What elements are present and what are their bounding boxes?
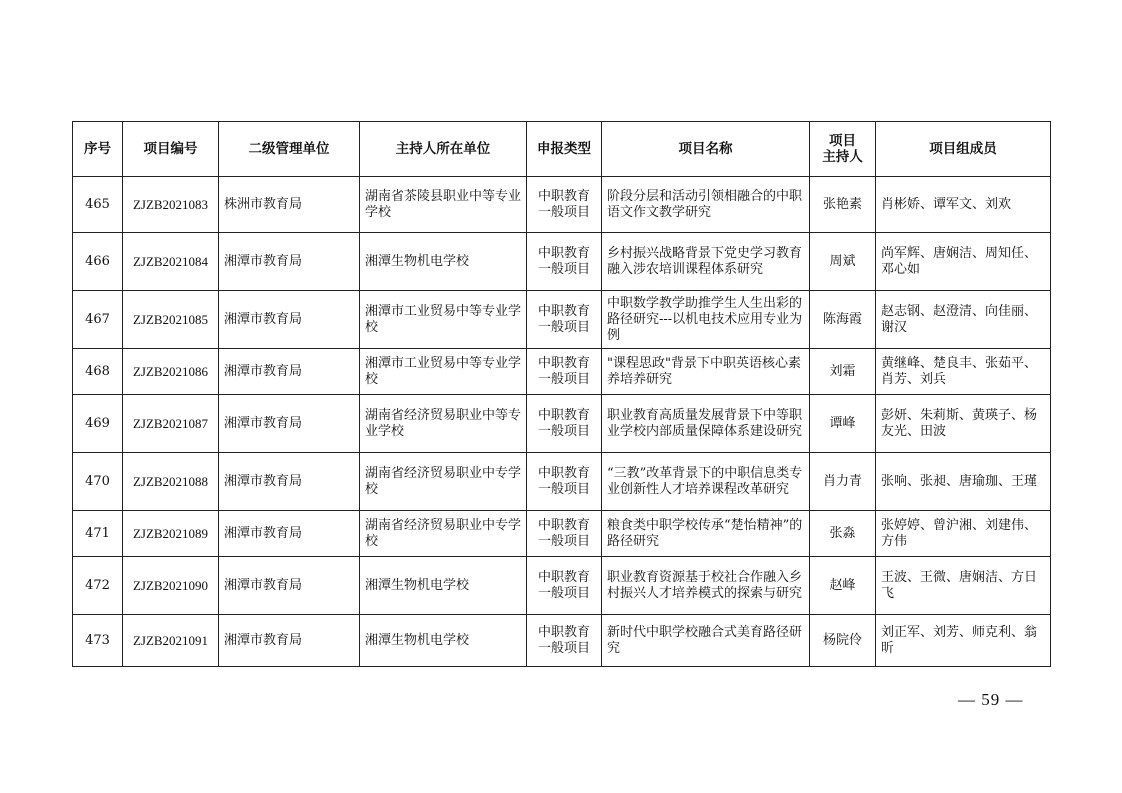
cell-seq: 467 xyxy=(73,291,123,349)
table-row xyxy=(73,557,1051,615)
cell-unit: 株洲市教育局 xyxy=(219,177,360,233)
cell-code: ZJZB2021089 xyxy=(123,511,219,557)
table-header-row xyxy=(73,122,1051,177)
cell-members: 彭妍、朱莉斯、黄瑛子、杨友光、田波 xyxy=(876,395,1051,453)
cell-unit: 湘潭市教育局 xyxy=(219,291,360,349)
header-unit: 二级管理单位 xyxy=(219,122,360,177)
cell-unit: 湘潭市教育局 xyxy=(219,453,360,511)
cell-code: ZJZB2021083 xyxy=(123,177,219,233)
cell-org: 湘潭生物机电学校 xyxy=(360,557,527,615)
cell-seq: 470 xyxy=(73,453,123,511)
cell-unit: 湘潭市教育局 xyxy=(219,395,360,453)
header-seq: 序号 xyxy=(73,122,123,177)
cell-code: ZJZB2021085 xyxy=(123,291,219,349)
cell-code: ZJZB2021091 xyxy=(123,615,219,667)
cell-unit: 湘潭市教育局 xyxy=(219,349,360,395)
cell-host: 张艳素 xyxy=(810,177,876,233)
cell-name: 中职数学教学助推学生人生出彩的路径研究---以机电技术应用专业为例 xyxy=(602,291,810,349)
cell-org: 湘潭生物机电学校 xyxy=(360,233,527,291)
cell-members: 赵志钢、赵澄清、向佳丽、谢汉 xyxy=(876,291,1051,349)
table-row xyxy=(73,349,1051,395)
cell-name: 乡村振兴战略背景下党史学习教育融入涉农培训课程体系研究 xyxy=(602,233,810,291)
table-row xyxy=(73,453,1051,511)
cell-org: 湘潭市工业贸易中等专业学校 xyxy=(360,349,527,395)
cell-name: 粮食类中职学校传承“楚怡精神”的路径研究 xyxy=(602,511,810,557)
cell-members: 肖彬娇、谭军文、刘欢 xyxy=(876,177,1051,233)
cell-type: 中职教育一般项目 xyxy=(527,557,602,615)
project-table xyxy=(72,121,1051,667)
page-number: — 59 — xyxy=(958,690,1024,709)
cell-type: 中职教育一般项目 xyxy=(527,453,602,511)
cell-type: 中职教育一般项目 xyxy=(527,233,602,291)
cell-seq: 473 xyxy=(73,615,123,667)
cell-unit: 湘潭市教育局 xyxy=(219,557,360,615)
cell-type: 中职教育一般项目 xyxy=(527,349,602,395)
cell-host: 张淼 xyxy=(810,511,876,557)
cell-seq: 466 xyxy=(73,233,123,291)
cell-type: 中职教育一般项目 xyxy=(527,615,602,667)
cell-name: 阶段分层和活动引领相融合的中职语文作文教学研究 xyxy=(602,177,810,233)
cell-unit: 湘潭市教育局 xyxy=(219,511,360,557)
cell-name: “三教”改革背景下的中职信息类专业创新性人才培养课程改革研究 xyxy=(602,453,810,511)
table-row xyxy=(73,511,1051,557)
cell-host: 赵峰 xyxy=(810,557,876,615)
cell-code: ZJZB2021087 xyxy=(123,395,219,453)
header-host-line2: 主持人 xyxy=(822,149,863,165)
cell-code: ZJZB2021086 xyxy=(123,349,219,395)
cell-unit: 湘潭市教育局 xyxy=(219,615,360,667)
cell-org: 湘潭市工业贸易中等专业学校 xyxy=(360,291,527,349)
cell-host: 杨院伶 xyxy=(810,615,876,667)
cell-seq: 468 xyxy=(73,349,123,395)
cell-name: 职业教育高质量发展背景下中等职业学校内部质量保障体系建设研究 xyxy=(602,395,810,453)
cell-host: 周斌 xyxy=(810,233,876,291)
cell-host: 刘霜 xyxy=(810,349,876,395)
cell-host: 谭峰 xyxy=(810,395,876,453)
cell-host: 陈海霞 xyxy=(810,291,876,349)
cell-name: 职业教育资源基于校社合作融入乡村振兴人才培养模式的探索与研究 xyxy=(602,557,810,615)
table-row xyxy=(73,395,1051,453)
cell-members: 王波、王微、唐娴洁、方日飞 xyxy=(876,557,1051,615)
table-row xyxy=(73,291,1051,349)
cell-members: 尚军辉、唐娴洁、周知任、邓心如 xyxy=(876,233,1051,291)
cell-members: 张响、张昶、唐瑜珈、王瑾 xyxy=(876,453,1051,511)
cell-org: 湖南省经济贸易职业中专学校 xyxy=(360,453,527,511)
cell-type: 中职教育一般项目 xyxy=(527,395,602,453)
cell-seq: 472 xyxy=(73,557,123,615)
cell-name: "课程思政"背景下中职英语核心素养培养研究 xyxy=(602,349,810,395)
table-row xyxy=(73,615,1051,667)
cell-seq: 471 xyxy=(73,511,123,557)
cell-members: 张婷婷、曾沪湘、刘建伟、方伟 xyxy=(876,511,1051,557)
header-org: 主持人所在单位 xyxy=(360,122,527,177)
cell-members: 刘正军、刘芳、师克利、翁昕 xyxy=(876,615,1051,667)
table-row xyxy=(73,177,1051,233)
cell-code: ZJZB2021084 xyxy=(123,233,219,291)
header-members: 项目组成员 xyxy=(876,122,1051,177)
cell-type: 中职教育一般项目 xyxy=(527,291,602,349)
cell-code: ZJZB2021088 xyxy=(123,453,219,511)
cell-code: ZJZB2021090 xyxy=(123,557,219,615)
cell-name: 新时代中职学校融合式美育路径研究 xyxy=(602,615,810,667)
cell-type: 中职教育一般项目 xyxy=(527,511,602,557)
cell-org: 湖南省茶陵县职业中等专业学校 xyxy=(360,177,527,233)
cell-org: 湖南省经济贸易职业中等专业学校 xyxy=(360,395,527,453)
header-name: 项目名称 xyxy=(602,122,810,177)
cell-unit: 湘潭市教育局 xyxy=(219,233,360,291)
cell-type: 中职教育一般项目 xyxy=(527,177,602,233)
header-code: 项目编号 xyxy=(123,122,219,177)
table-row xyxy=(73,233,1051,291)
cell-org: 湖南省经济贸易职业中专学校 xyxy=(360,511,527,557)
cell-org: 湘潭生物机电学校 xyxy=(360,615,527,667)
cell-host: 肖力青 xyxy=(810,453,876,511)
header-host xyxy=(810,122,876,177)
cell-seq: 465 xyxy=(73,177,123,233)
header-host-line1: 项目 xyxy=(829,133,856,149)
cell-seq: 469 xyxy=(73,395,123,453)
cell-members: 黄继峰、楚良丰、张茹平、肖芳、刘兵 xyxy=(876,349,1051,395)
header-type: 申报类型 xyxy=(527,122,602,177)
